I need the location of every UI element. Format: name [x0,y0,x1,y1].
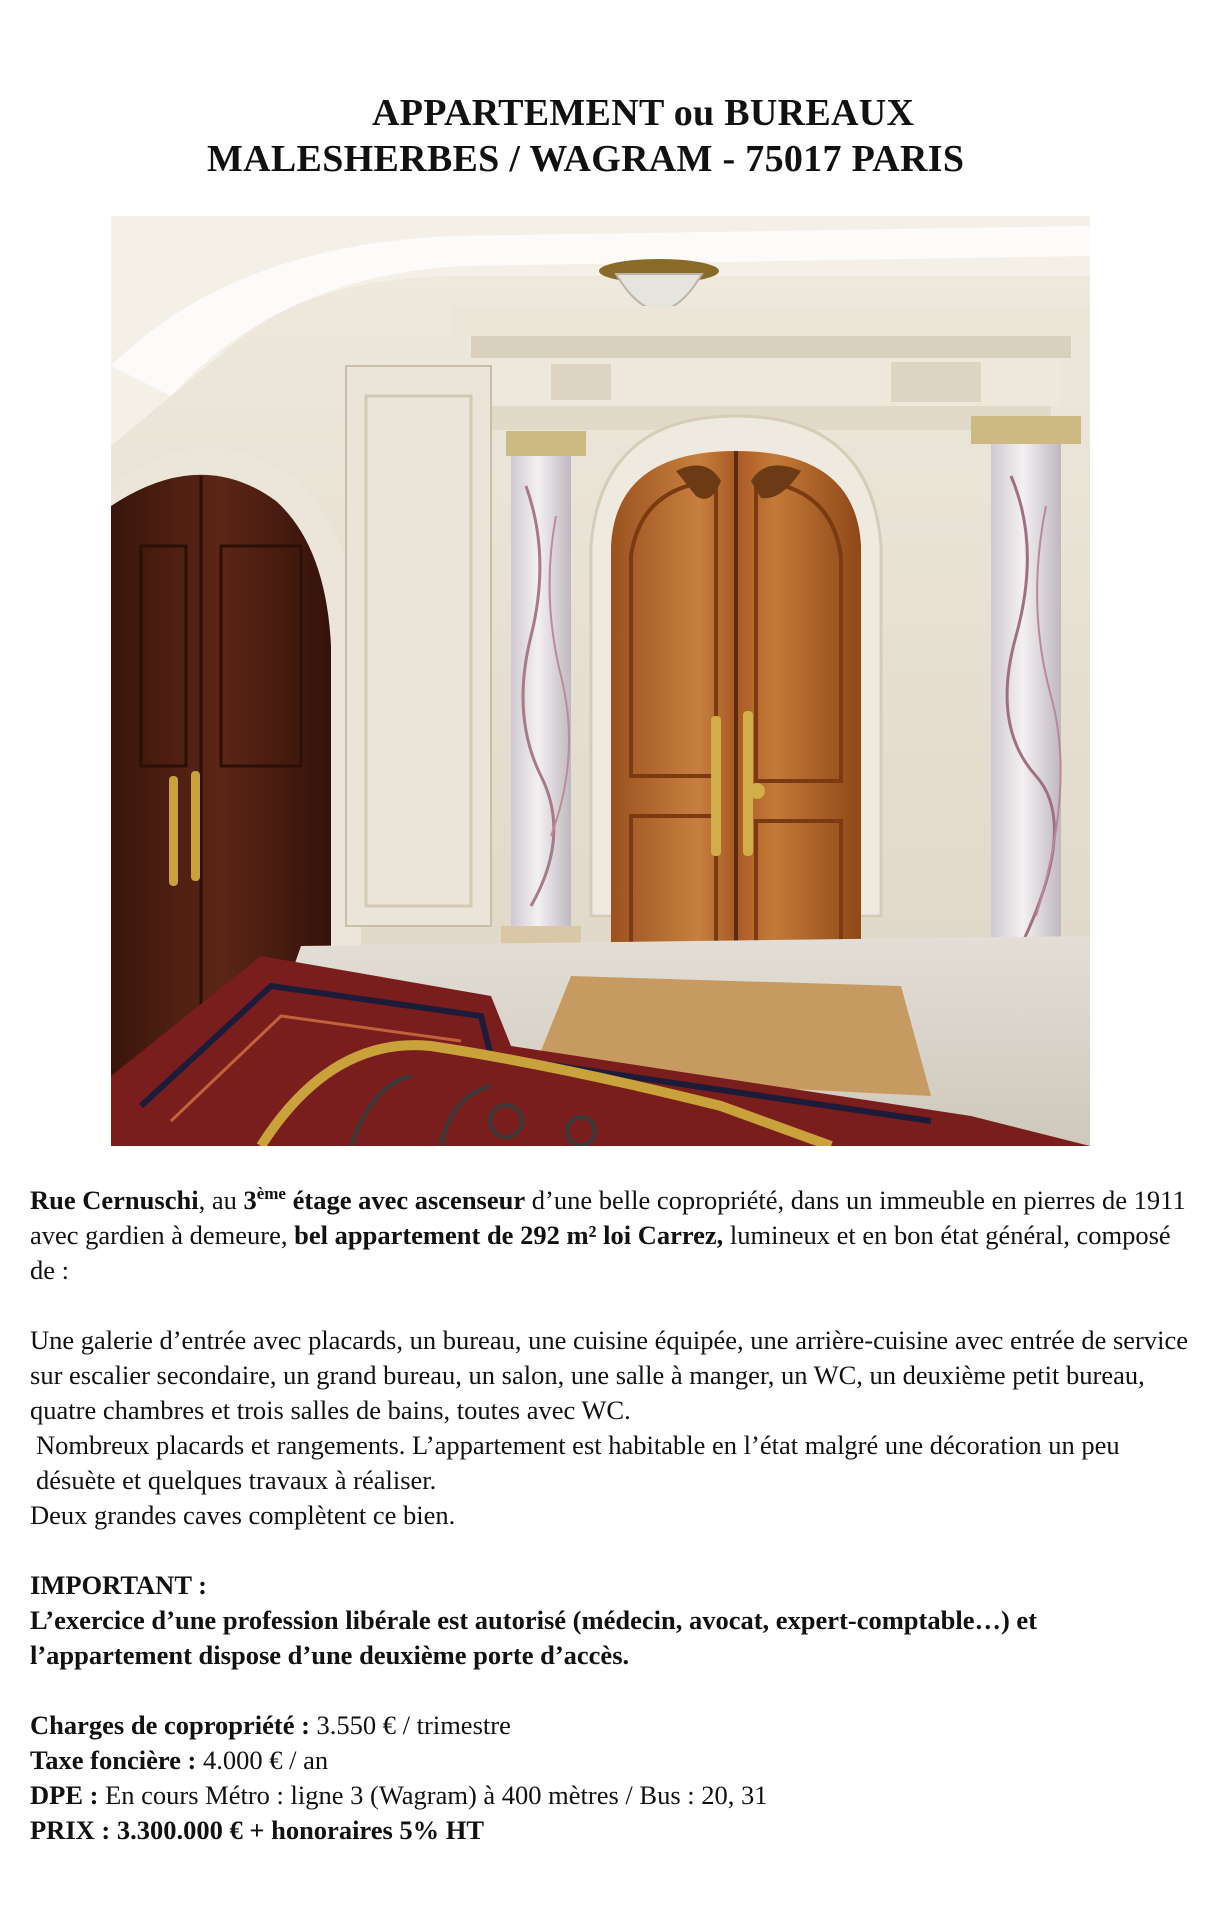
dpe-label: DPE : [30,1780,99,1810]
charges-line [30,1708,1200,1743]
street-name: Rue Cernuschi [30,1185,199,1215]
details-section [30,1708,1200,1848]
description-line-1: Une galerie d’entrée avec placards, un bureau, une cuisine équipée, une arrière-cuisine avec entrée de service sur escalier secondaire, un grand bureau, un salon, une salle à manger, un WC, un deuxième petit bureau, quatre chambres et trois salles de bains, toutes avec WC. [30,1325,1189,1425]
title-line-2: MALESHERBES / WAGRAM - 75017 PARIS [207,138,965,180]
charges-value: 3.550 € / trimestre [309,1710,511,1740]
important-heading: IMPORTANT : [30,1570,207,1600]
description-line-3: Deux grandes caves complètent ce bien. [30,1500,456,1530]
taxe-line [30,1743,1200,1778]
dpe-line [30,1778,1200,1813]
taxe-label: Taxe foncière : [30,1745,197,1775]
intro-text-1: , au [198,1185,244,1215]
title-line-1: APPARTEMENT ou BUREAUX [372,92,915,134]
intro-paragraph [30,1183,1200,1288]
dpe-value: En cours Métro : ligne 3 (Wagram) à 400 mètres / Bus : 20, 31 [98,1780,768,1810]
description-line-2: Nombreux placards et rangements. L’appartement est habitable en l’état malgré une décoration un peu désuète et quelques travaux à réaliser. [36,1430,1120,1495]
surface: bel appartement de 292 m² loi Carrez, [294,1220,724,1250]
taxe-value: 4.000 € / an [196,1745,329,1775]
entrance-illustration [111,216,1090,1146]
entrance-photo [111,216,1090,1146]
price-line: PRIX : 3.300.000 € + honoraires 5% HT [30,1815,485,1845]
description-paragraph [30,1323,1200,1533]
intro-text-3: lumineux et en bon état général, composé de : [30,1220,1171,1285]
intro-text-2: d’une belle copropriété, dans un immeuble en pierres de 1911 avec gardien à demeure, [30,1185,1186,1250]
important-text: L’exercice d’une profession libérale est autorisé (médecin, avocat, expert-comptable…) et l’appartement dispose d’une deuxième porte d’accès. [30,1605,1038,1670]
floor-rest: étage avec ascenseur [285,1185,526,1215]
floor-superscript: ème [256,1184,286,1204]
floor-number: 3 [243,1185,257,1215]
charges-label: Charges de copropriété : [30,1710,310,1740]
important-section [30,1568,1200,1673]
